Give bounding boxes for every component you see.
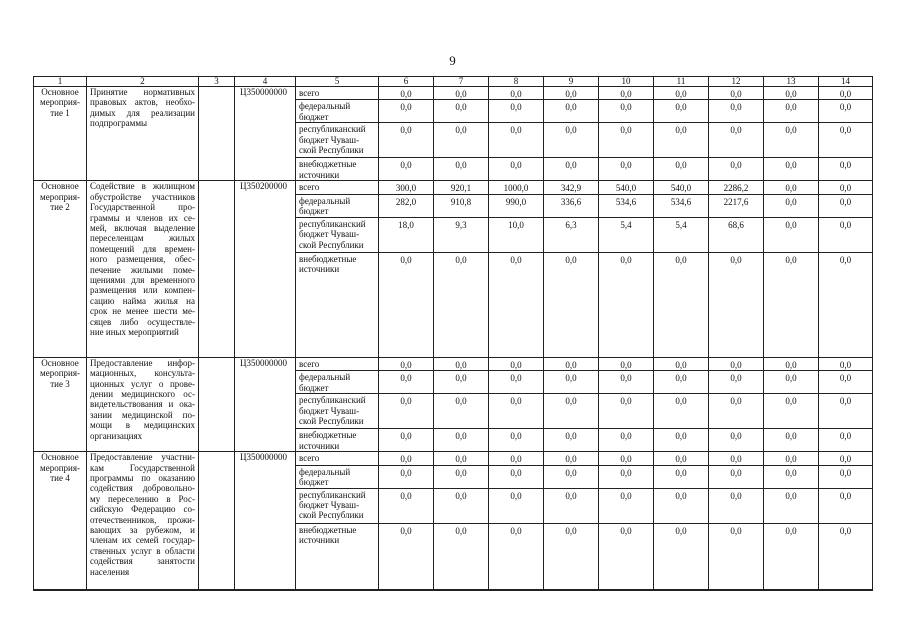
value-cell: 300,0: [379, 181, 434, 194]
value-cell: 9,3: [434, 217, 489, 252]
value-cell: 5,4: [654, 217, 709, 252]
value-cell: 0,0: [544, 465, 599, 488]
value-cell: 0,0: [709, 158, 764, 181]
funding-source: всего: [296, 357, 379, 370]
value-cell: 0,0: [544, 394, 599, 429]
value-cell: 0,0: [434, 357, 489, 370]
value-cell: 0,0: [819, 100, 873, 123]
funding-source: республиканский бюджет Чуваш-ской Республики: [296, 217, 379, 252]
value-cell: 0,0: [599, 158, 654, 181]
value-cell: 0,0: [654, 123, 709, 158]
value-cell: 0,0: [489, 488, 544, 523]
value-cell: 0,0: [434, 100, 489, 123]
value-cell: 0,0: [434, 523, 489, 590]
funding-source: федеральный бюджет: [296, 194, 379, 217]
value-cell: 0,0: [489, 357, 544, 370]
budget-code: Ц350000000: [235, 452, 296, 590]
value-cell: 68,6: [709, 217, 764, 252]
value-cell: 0,0: [544, 429, 599, 452]
value-cell: 18,0: [379, 217, 434, 252]
value-cell: 0,0: [434, 452, 489, 465]
value-cell: 0,0: [819, 429, 873, 452]
value-cell: 0,0: [544, 123, 599, 158]
column-header: 7: [434, 77, 489, 87]
value-cell: 0,0: [489, 123, 544, 158]
value-cell: 0,0: [599, 87, 654, 100]
value-cell: 0,0: [599, 394, 654, 429]
value-cell: 0,0: [819, 371, 873, 394]
value-cell: 0,0: [764, 371, 819, 394]
event-description: Содействие в жилищном обустройстве участников Государственной про-граммы и членов их се-мей, включая выделение переселенцам жилых помещений для времен-ного размещения, обес-печение жилыми поме-щениями для временного размещения или компен-сацию найма жилья на срок не менее шести ме-сяцев либо осуществле-ние иных мероприятий: [87, 181, 199, 357]
value-cell: 0,0: [764, 429, 819, 452]
value-cell: 0,0: [489, 252, 544, 357]
value-cell: 1000,0: [489, 181, 544, 194]
column-header: 1: [34, 77, 87, 87]
value-cell: 10,0: [489, 217, 544, 252]
value-cell: 0,0: [709, 371, 764, 394]
column-header: 8: [489, 77, 544, 87]
column-header: 10: [599, 77, 654, 87]
value-cell: 0,0: [819, 394, 873, 429]
value-cell: 0,0: [489, 158, 544, 181]
value-cell: 0,0: [434, 252, 489, 357]
value-cell: 0,0: [434, 158, 489, 181]
value-cell: 0,0: [599, 452, 654, 465]
value-cell: 0,0: [819, 523, 873, 590]
value-cell: 342,9: [544, 181, 599, 194]
column-header: 9: [544, 77, 599, 87]
value-cell: 0,0: [654, 357, 709, 370]
value-cell: 0,0: [654, 452, 709, 465]
value-cell: 0,0: [819, 357, 873, 370]
funding-source: республиканский бюджет Чуваш-ской Республики: [296, 394, 379, 429]
event-label: Основное мероприя-тие 3: [34, 357, 87, 451]
event-label: Основное мероприя-тие 1: [34, 87, 87, 181]
value-cell: 0,0: [489, 371, 544, 394]
value-cell: 0,0: [764, 217, 819, 252]
budget-table: [33, 76, 873, 591]
value-cell: 336,6: [544, 194, 599, 217]
value-cell: 0,0: [434, 488, 489, 523]
value-cell: 0,0: [379, 523, 434, 590]
value-cell: 0,0: [599, 252, 654, 357]
event-label: Основное мероприя-тие 4: [34, 452, 87, 590]
funding-source: республиканский бюджет Чуваш-ской Республики: [296, 123, 379, 158]
value-cell: 0,0: [379, 87, 434, 100]
value-cell: 0,0: [709, 87, 764, 100]
value-cell: 0,0: [709, 252, 764, 357]
event-description: Предоставление участни-кам Государственной программы по оказанию содействия добровольно-му переселению в Рос-сийскую Федерацию со-отечественников, прожи-вающих за рубежом, и членам их семей государ-ственных услуг в области содействия занятости населения: [87, 452, 199, 590]
value-cell: 0,0: [709, 465, 764, 488]
value-cell: 0,0: [544, 488, 599, 523]
value-cell: 0,0: [819, 158, 873, 181]
value-cell: 0,0: [709, 394, 764, 429]
value-cell: 0,0: [819, 194, 873, 217]
value-cell: 0,0: [379, 371, 434, 394]
column-header: 5: [296, 77, 379, 87]
value-cell: 0,0: [819, 181, 873, 194]
value-cell: 0,0: [764, 394, 819, 429]
value-cell: 0,0: [654, 158, 709, 181]
value-cell: 0,0: [379, 452, 434, 465]
table-row: [34, 181, 873, 194]
value-cell: 0,0: [544, 100, 599, 123]
value-cell: 0,0: [709, 357, 764, 370]
value-cell: 0,0: [764, 100, 819, 123]
value-cell: 0,0: [544, 452, 599, 465]
value-cell: 0,0: [709, 123, 764, 158]
table-row: [34, 452, 873, 465]
funding-source: всего: [296, 87, 379, 100]
value-cell: 0,0: [764, 488, 819, 523]
value-cell: 0,0: [379, 100, 434, 123]
value-cell: 0,0: [544, 87, 599, 100]
value-cell: 0,0: [379, 465, 434, 488]
value-cell: 0,0: [764, 252, 819, 357]
value-cell: 0,0: [819, 252, 873, 357]
empty-cell: [199, 181, 235, 357]
table-body: [34, 87, 873, 591]
value-cell: 0,0: [544, 523, 599, 590]
value-cell: 0,0: [819, 488, 873, 523]
event-description: Принятие нормативных правовых актов, необхо-димых для реализации подпрограммы: [87, 87, 199, 181]
value-cell: 0,0: [764, 357, 819, 370]
value-cell: 0,0: [544, 252, 599, 357]
value-cell: 0,0: [599, 488, 654, 523]
funding-source: внебюджетные источники: [296, 523, 379, 590]
value-cell: 990,0: [489, 194, 544, 217]
value-cell: 0,0: [709, 452, 764, 465]
value-cell: 0,0: [819, 123, 873, 158]
value-cell: 0,0: [544, 371, 599, 394]
value-cell: 0,0: [654, 488, 709, 523]
value-cell: 2217,6: [709, 194, 764, 217]
value-cell: 0,0: [654, 465, 709, 488]
value-cell: 0,0: [544, 158, 599, 181]
value-cell: 0,0: [709, 429, 764, 452]
value-cell: 0,0: [654, 252, 709, 357]
budget-code: Ц350200000: [235, 181, 296, 357]
funding-source: внебюджетные источники: [296, 429, 379, 452]
value-cell: 0,0: [379, 357, 434, 370]
value-cell: 910,8: [434, 194, 489, 217]
value-cell: 0,0: [819, 452, 873, 465]
value-cell: 0,0: [819, 87, 873, 100]
column-header: 4: [235, 77, 296, 87]
value-cell: 2286,2: [709, 181, 764, 194]
value-cell: 0,0: [599, 357, 654, 370]
value-cell: 0,0: [654, 87, 709, 100]
empty-cell: [199, 357, 235, 451]
value-cell: 0,0: [379, 429, 434, 452]
budget-code: Ц350000000: [235, 87, 296, 181]
table-row: [34, 87, 873, 100]
value-cell: 0,0: [654, 100, 709, 123]
value-cell: 0,0: [434, 371, 489, 394]
header-row: [34, 77, 873, 87]
value-cell: 0,0: [599, 100, 654, 123]
value-cell: 0,0: [654, 523, 709, 590]
value-cell: 0,0: [434, 465, 489, 488]
value-cell: 0,0: [599, 465, 654, 488]
value-cell: 0,0: [764, 123, 819, 158]
page-number: 9: [449, 53, 456, 68]
funding-source: всего: [296, 452, 379, 465]
value-cell: 0,0: [599, 429, 654, 452]
value-cell: 534,6: [599, 194, 654, 217]
value-cell: 0,0: [764, 87, 819, 100]
value-cell: 0,0: [379, 488, 434, 523]
value-cell: 0,0: [599, 123, 654, 158]
value-cell: 0,0: [489, 87, 544, 100]
funding-source: федеральный бюджет: [296, 371, 379, 394]
value-cell: 0,0: [819, 217, 873, 252]
value-cell: 0,0: [764, 181, 819, 194]
value-cell: 0,0: [709, 100, 764, 123]
value-cell: 0,0: [764, 523, 819, 590]
value-cell: 534,6: [654, 194, 709, 217]
value-cell: 920,1: [434, 181, 489, 194]
column-header: 3: [199, 77, 235, 87]
column-header: 13: [764, 77, 819, 87]
value-cell: 5,4: [599, 217, 654, 252]
value-cell: 6,3: [544, 217, 599, 252]
value-cell: 0,0: [599, 371, 654, 394]
empty-cell: [199, 452, 235, 590]
value-cell: 0,0: [489, 523, 544, 590]
value-cell: 540,0: [654, 181, 709, 194]
funding-source: федеральный бюджет: [296, 100, 379, 123]
column-header: 11: [654, 77, 709, 87]
value-cell: 0,0: [379, 158, 434, 181]
value-cell: 0,0: [764, 158, 819, 181]
value-cell: 0,0: [709, 488, 764, 523]
value-cell: 0,0: [599, 523, 654, 590]
value-cell: 0,0: [379, 394, 434, 429]
value-cell: 282,0: [379, 194, 434, 217]
value-cell: 0,0: [379, 252, 434, 357]
value-cell: 0,0: [654, 371, 709, 394]
table-row: [34, 357, 873, 370]
value-cell: 0,0: [709, 523, 764, 590]
value-cell: 0,0: [379, 123, 434, 158]
value-cell: 0,0: [764, 465, 819, 488]
value-cell: 0,0: [489, 394, 544, 429]
empty-cell: [199, 87, 235, 181]
value-cell: 0,0: [489, 465, 544, 488]
value-cell: 0,0: [489, 429, 544, 452]
column-header: 12: [709, 77, 764, 87]
column-header: 2: [87, 77, 199, 87]
value-cell: 0,0: [489, 100, 544, 123]
value-cell: 0,0: [434, 123, 489, 158]
event-description: Предоставление инфор-мационных, консульта-ционных услуг о прове-дении медицинского ос-видетельствования и ока-зании медицинской по-мощи в медицинских организациях: [87, 357, 199, 451]
funding-source: всего: [296, 181, 379, 194]
value-cell: 0,0: [434, 394, 489, 429]
value-cell: 0,0: [434, 429, 489, 452]
value-cell: 0,0: [434, 87, 489, 100]
value-cell: 0,0: [544, 357, 599, 370]
funding-source: республиканский бюджет Чуваш-ской Республики: [296, 488, 379, 523]
value-cell: 0,0: [654, 394, 709, 429]
column-header: 6: [379, 77, 434, 87]
funding-source: федеральный бюджет: [296, 465, 379, 488]
funding-source: внебюджетные источники: [296, 252, 379, 357]
value-cell: 540,0: [599, 181, 654, 194]
event-label: Основное мероприя-тие 2: [34, 181, 87, 357]
value-cell: 0,0: [489, 452, 544, 465]
funding-source: внебюджетные источники: [296, 158, 379, 181]
column-header: 14: [819, 77, 873, 87]
value-cell: 0,0: [819, 465, 873, 488]
value-cell: 0,0: [764, 194, 819, 217]
value-cell: 0,0: [654, 429, 709, 452]
value-cell: 0,0: [764, 452, 819, 465]
budget-code: Ц350000000: [235, 357, 296, 451]
